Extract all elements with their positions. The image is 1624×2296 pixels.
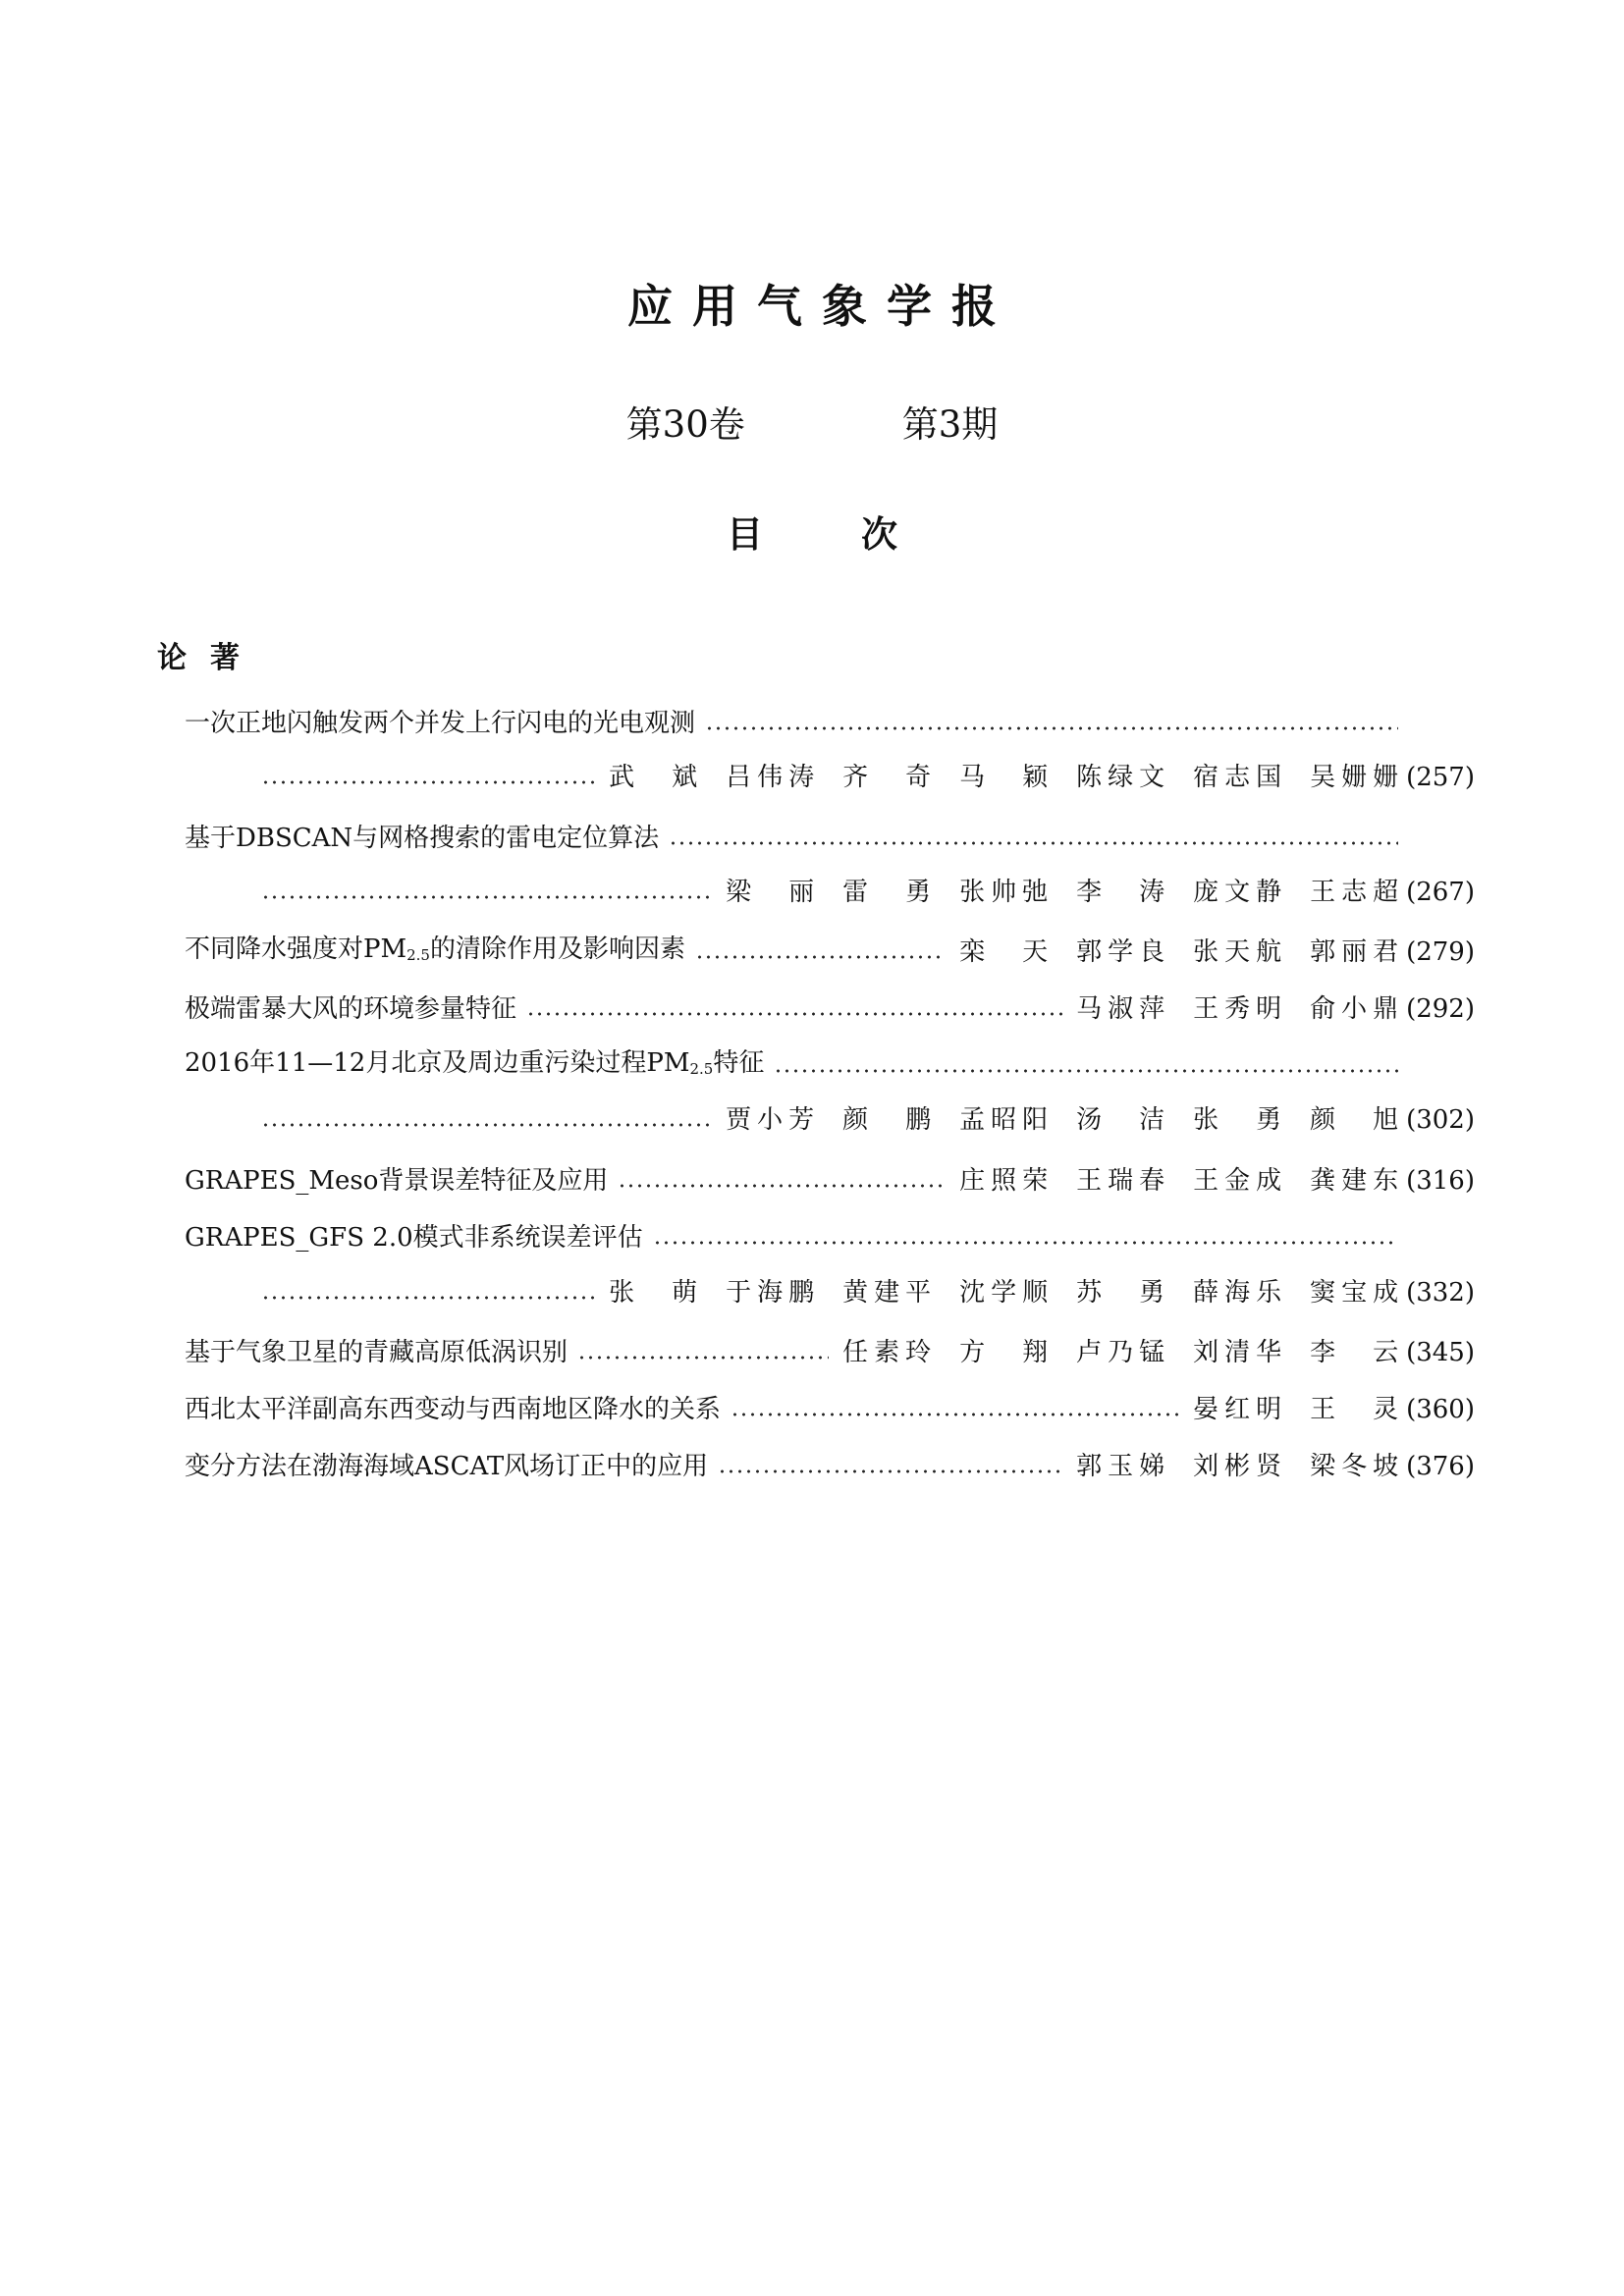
author-name: 苏勇 <box>1076 1278 1165 1308</box>
author-name: 方翔 <box>959 1338 1049 1367</box>
article-authors <box>1179 1390 1398 1429</box>
article-title <box>185 1218 653 1257</box>
toc-entry[interactable] <box>185 1447 1475 1486</box>
dot-leader <box>774 1066 1398 1076</box>
author-name: 俞小鼎 <box>1310 994 1399 1024</box>
page-number: (345) <box>1406 1338 1475 1367</box>
author-name: 刘彬贤 <box>1193 1452 1282 1481</box>
toc-entry[interactable] <box>185 704 1398 743</box>
title-subscript: 2.5 <box>689 1060 714 1078</box>
toc-entry-continuation[interactable] <box>261 873 1475 912</box>
author-name: 马颖 <box>959 763 1049 792</box>
article-authors <box>1062 989 1398 1029</box>
author-name: 梁冬坡 <box>1310 1452 1399 1481</box>
article-title <box>185 1043 774 1089</box>
toc-entry[interactable] <box>185 1218 1398 1257</box>
author-name: 郭丽君 <box>1310 937 1399 967</box>
dot-leader <box>261 892 712 902</box>
toc-entry[interactable] <box>185 1390 1475 1429</box>
author-name: 于海鹏 <box>726 1278 815 1308</box>
author-name: 张帅弛 <box>959 878 1049 907</box>
article-authors <box>946 933 1398 972</box>
article-authors <box>1062 1447 1398 1486</box>
author-name: 沈学顺 <box>959 1278 1049 1308</box>
author-name: 张天航 <box>1193 937 1282 967</box>
author-name: 龚建东 <box>1310 1166 1399 1196</box>
author-name: 雷勇 <box>842 878 932 907</box>
title-subscript: 2.5 <box>406 946 430 964</box>
dot-leader <box>577 1353 829 1362</box>
author-name: 庞文静 <box>1193 878 1282 907</box>
author-name: 李涛 <box>1076 878 1165 907</box>
author-name: 颜鹏 <box>842 1105 932 1135</box>
article-title <box>185 1333 577 1372</box>
article-title-text: GRAPES_GFS 2.0模式非系统误差评估 <box>185 1223 643 1253</box>
article-title-text: 2016年11—12月北京及周边重污染过程PM <box>185 1048 690 1078</box>
author-name: 吕伟涛 <box>726 763 815 792</box>
article-authors <box>712 1100 1398 1140</box>
article-title-text: 特征 <box>713 1048 765 1078</box>
dot-leader <box>718 1467 1062 1476</box>
article-authors <box>829 1333 1398 1372</box>
page-number: (257) <box>1406 763 1475 792</box>
author-name: 刘清华 <box>1193 1338 1282 1367</box>
toc-entry[interactable] <box>185 1046 1398 1086</box>
article-title-text: 不同降水强度对PM <box>185 934 407 964</box>
page-number: (302) <box>1406 1105 1475 1135</box>
contents-heading-right: 次 <box>861 513 897 556</box>
article-title-text: 变分方法在渤海海域ASCAT风场订正中的应用 <box>185 1452 709 1481</box>
author-name: 窦宝成 <box>1310 1278 1399 1308</box>
author-name: 郭玉娣 <box>1076 1452 1165 1481</box>
author-name: 贾小芳 <box>726 1105 815 1135</box>
author-name: 张萌 <box>609 1278 698 1308</box>
author-name: 王金成 <box>1193 1166 1282 1196</box>
article-title-text: 基于DBSCAN与网格搜索的雷电定位算法 <box>185 824 660 853</box>
author-name: 任素玲 <box>842 1338 932 1367</box>
article-title <box>185 819 669 858</box>
dot-leader <box>731 1410 1179 1419</box>
author-name: 郭学良 <box>1076 937 1165 967</box>
article-title <box>185 989 526 1029</box>
dot-leader <box>695 952 946 962</box>
toc-entry[interactable] <box>185 1333 1475 1372</box>
dot-leader <box>261 777 595 787</box>
toc-entry-continuation[interactable] <box>261 758 1475 797</box>
page-number: (332) <box>1406 1278 1475 1308</box>
author-name: 孟昭阳 <box>959 1105 1049 1135</box>
page-number: (279) <box>1406 937 1475 967</box>
dot-leader <box>261 1120 712 1130</box>
author-name: 梁丽 <box>726 878 815 907</box>
dot-leader <box>653 1238 1398 1248</box>
author-name: 卢乃锰 <box>1076 1338 1165 1367</box>
page-number: (360) <box>1406 1395 1475 1424</box>
article-authors <box>595 758 1398 797</box>
author-name: 张勇 <box>1193 1105 1282 1135</box>
author-name: 晏红明 <box>1193 1395 1282 1424</box>
toc-entry[interactable] <box>185 819 1398 858</box>
author-name: 王志超 <box>1310 878 1399 907</box>
article-title-text: 一次正地闪触发两个并发上行闪电的光电观测 <box>185 709 696 738</box>
article-title <box>185 1447 718 1486</box>
article-title <box>185 1161 618 1201</box>
page-number: (292) <box>1406 994 1475 1024</box>
author-name: 齐奇 <box>842 763 932 792</box>
author-name: 吴姗姗 <box>1310 763 1399 792</box>
author-name: 颜旭 <box>1310 1105 1399 1135</box>
toc-entry-continuation[interactable] <box>261 1273 1475 1312</box>
dot-leader <box>618 1181 946 1191</box>
author-name: 汤洁 <box>1076 1105 1165 1135</box>
dot-leader <box>705 723 1398 733</box>
author-name: 武斌 <box>609 763 698 792</box>
volume-label: 第30卷 <box>625 403 745 446</box>
author-name: 李云 <box>1310 1338 1399 1367</box>
article-title-text: 基于气象卫星的青藏高原低涡识别 <box>185 1338 568 1367</box>
article-title-text: 西北太平洋副高东西变动与西南地区降水的关系 <box>185 1395 722 1424</box>
journal-title: 应用气象学报 <box>627 280 1016 333</box>
page-number: (376) <box>1406 1452 1475 1481</box>
toc-entry[interactable] <box>185 933 1475 972</box>
article-authors <box>595 1273 1398 1312</box>
author-name: 王灵 <box>1310 1395 1399 1424</box>
article-title-text: 极端雷暴大风的环境参量特征 <box>185 994 517 1024</box>
author-name: 王秀明 <box>1193 994 1282 1024</box>
author-name: 陈绿文 <box>1076 763 1165 792</box>
author-name: 庄照荣 <box>959 1166 1049 1196</box>
author-name: 薛海乐 <box>1193 1278 1282 1308</box>
author-name: 王瑞春 <box>1076 1166 1165 1196</box>
contents-heading-left: 目 <box>727 513 763 556</box>
article-title-text: GRAPES_Meso背景误差特征及应用 <box>185 1166 609 1196</box>
author-name: 马淑萍 <box>1076 994 1165 1024</box>
article-title <box>185 1390 731 1429</box>
section-heading: 论著 <box>157 641 263 675</box>
toc-entry-continuation[interactable] <box>261 1100 1475 1140</box>
author-name: 栾天 <box>959 937 1049 967</box>
article-title <box>185 930 695 975</box>
toc-entry[interactable] <box>185 1161 1475 1201</box>
page-number: (267) <box>1406 878 1475 907</box>
article-title <box>185 704 705 743</box>
article-title-text: 的清除作用及影响因素 <box>429 934 685 964</box>
article-authors <box>946 1161 1398 1201</box>
dot-leader <box>669 838 1398 848</box>
dot-leader <box>526 1009 1062 1019</box>
toc-entry[interactable] <box>185 989 1475 1029</box>
dot-leader <box>261 1293 595 1303</box>
page-number: (316) <box>1406 1166 1475 1196</box>
author-name: 黄建平 <box>842 1278 932 1308</box>
article-authors <box>712 873 1398 912</box>
author-name: 宿志国 <box>1193 763 1282 792</box>
issue-label: 第3期 <box>901 403 999 446</box>
